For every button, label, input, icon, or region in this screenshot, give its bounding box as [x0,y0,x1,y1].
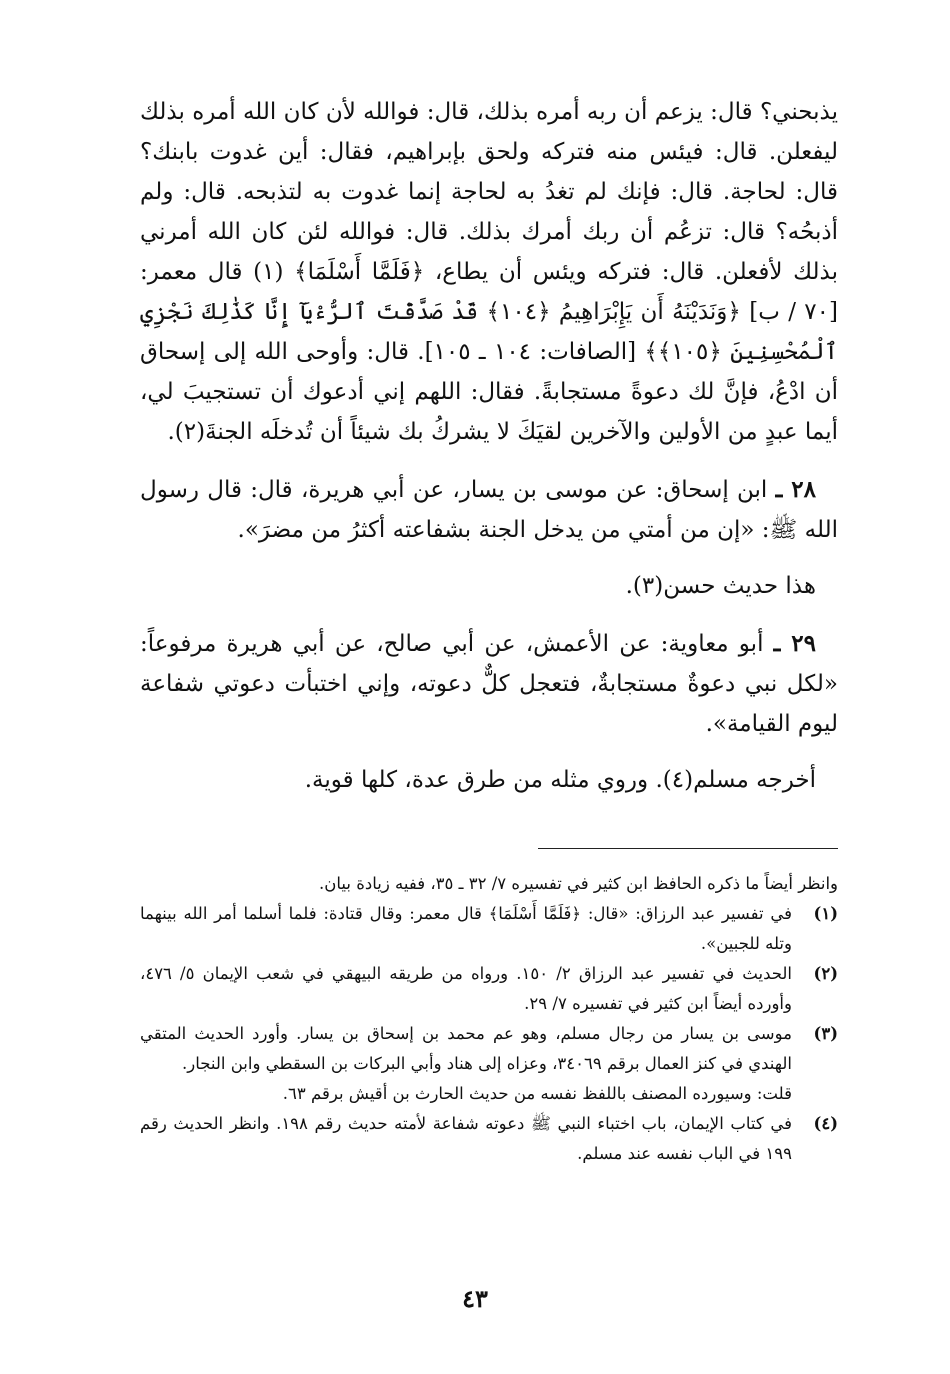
page-body [140,92,838,1169]
hadith-28 [140,470,838,550]
footnote-1 [140,899,838,959]
hadith-number: ٢٩ ـ [773,630,817,657]
hadith-28-grade: هذا حديث حسن(٣). [625,573,816,599]
footnote-number: (١) [813,904,838,923]
footnote-continuation: وانظر أيضاً ما ذكره الحافظ ابن كثير في تفسيره ٧/ ٣٢ ـ ٣٥، ففيه زيادة بيان. [319,874,838,893]
page-number: ٤٣ [462,1284,488,1313]
footnote-4 [140,1109,838,1169]
hadith-29-grade: أخرجه مسلم(٤). وروي مثله من طرق عدة، كلها قوية. [304,767,816,793]
footnote-3 [140,1019,838,1079]
footnote-3-remark: قلت: وسيورده المصنف باللفظ نفسه من حديث الحارث بن أقيش برقم ٦٣. [282,1084,792,1103]
footnote-number: (٢) [813,964,838,983]
footnote-text: في كتاب الإيمان، باب اختباء النبي ﷺ دعوته شفاعة لأمته حديث رقم ١٩٨. وانظر الحديث رقم ١٩٩ في الباب نفسه عند مسلم. [140,1114,792,1163]
hadith-29 [140,624,838,744]
footnote-separator [538,848,838,849]
hadith-number: ٢٨ ـ [775,476,816,503]
hadith-text: أبو معاوية: عن الأعمش، عن أبي صالح، عن أبي هريرة مرفوعاً: «لكل نبي دعوةٌ مستجابةٌ، فتعجل كلٌّ دعوته، وإني اختبأت دعوتي شفاعة ليوم القيامة». [140,631,838,737]
hadith-text: ابن إسحاق: عن موسى بن يسار، عن أبي هريرة، قال: قال رسول الله ﷺ: «إن من أمتي من يدخل الجنة بشفاعته أكثرُ من مضرَ». [140,477,838,543]
footnote-number: (٤) [813,1114,838,1133]
footnote-text: الحديث في تفسير عبد الرزاق ٢/ ١٥٠. ورواه من طريقه البيهقي في شعب الإيمان ٥/ ٤٧٦، وأورده أيضاً ابن كثير في تفسيره ٧/ ٢٩. [140,964,792,1013]
footnote-number: (٣) [813,1024,838,1043]
footnote-text: موسى بن يسار من رجال مسلم، وهو عم محمد بن إسحاق بن يسار. وأورد الحديث المتقي الهندي في كنز العمال برقم ٣٤٠٦٩، وعزاه إلى هناد وأبي البركات بن السقطي وابن النجار. [140,1024,792,1073]
main-paragraph: يذبحني؟ قال: يزعم أن ربه أمره بذلك، قال: فوالله لأن كان الله أمره بذلك ليفعلن. قال: فيئس منه فتركه ولحق بإبراهيم، فقال: أين غدوت بابنك؟ قال: لحاجة. قال: فإنك لم تغدُ به لحاجة إنما غدوت به لتذبحه. قال: ولم أذبحُه؟ قال: تزعُم أن ربك أمرك بذلك. قال: فوالله لئن كان الله أمرني بذلك لأفعلن. قال: فتركه ويئس أن يطاع، ﴿فَلَمَّا أَسْلَمَا﴾ (١) قال معمر: [٧٠ / ب] ﴿وَنَدَيْنَهُ أَن يَإِبْرَاهِيمُ ﴿١٠٤﴾ قَدْ صَدَّقْتَ ٱلرُّءْيَآ إِنَّا كَذَٰلِكَ نَجْزِي ٱلْمُحْسِنِينَ ﴿١٠٥﴾﴾ [الصافات: ١٠٤ ـ ١٠٥]. قال: وأوحى الله إلى إسحاق أن ادْعُ، فإنَّ لك دعوةً مستجابةً. فقال: اللهم إني أدعوك أن تستجيبَ لي، أيما عبدٍ من الأولين والآخرين لقيَكَ لا يشركُ بك شيئاً أن تُدخلَه الجنةَ(٢). [140,99,838,445]
footnote-text: في تفسير عبد الرزاق: «قال: ﴿فَلَمَّا أَسْلَمَا﴾ قال معمر: وقال قتادة: فلما أسلما أمر الله بينهما وتله للجبين». [140,904,792,953]
footnotes [140,869,838,1169]
footnote-2 [140,959,838,1019]
